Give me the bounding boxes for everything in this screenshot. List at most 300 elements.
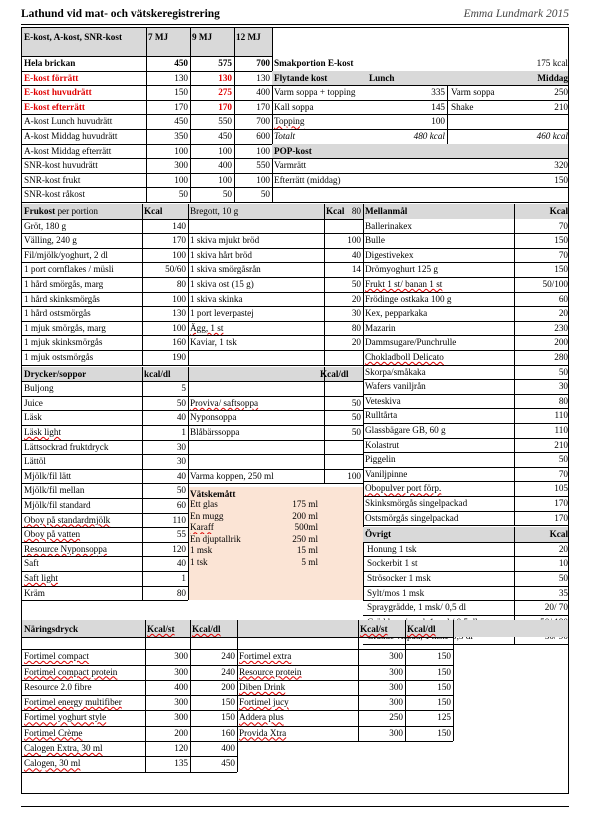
energy-value: 100 xyxy=(256,145,270,156)
grid-line xyxy=(324,367,325,484)
ovrigt-kcal-header: Kcal xyxy=(549,529,568,540)
naring-kcaldl-2: 125 xyxy=(437,712,451,723)
mellanmal-value: 210 xyxy=(554,439,568,450)
frukost-value: 140 xyxy=(172,220,186,231)
frukost-value-2: 100 xyxy=(347,235,361,246)
drycker-title: Drycker/soppor xyxy=(24,368,87,379)
mellanmal-item: Kex, pepparkaka xyxy=(365,308,428,319)
frukost-value: 170 xyxy=(172,235,186,246)
frukost-item: 1 port cornflakes / müsli xyxy=(24,264,114,275)
frukost-title-suffix: per portion xyxy=(57,206,99,216)
energy-value: 550 xyxy=(218,116,232,127)
dryck-item: Resource Nyponsoppa xyxy=(24,543,107,554)
flytande-item: Varm soppa + topping xyxy=(274,87,356,98)
grid-line xyxy=(22,350,363,351)
dryck-value-2 xyxy=(324,381,363,396)
mellanmal-value: 70 xyxy=(558,249,568,260)
flytande-lunch-value: 145 xyxy=(431,101,445,112)
frukost-value-2: 40 xyxy=(351,249,361,260)
dryck-item-2 xyxy=(188,440,324,455)
energy-header-9mj: 9 MJ xyxy=(192,32,213,42)
flytande-middag-value xyxy=(455,114,569,129)
dryck-value-2: 50 xyxy=(351,427,361,437)
naring-kcaldl: 450 xyxy=(221,758,235,769)
flytande-lunch-header: Lunch xyxy=(369,72,395,83)
frukost-item-2: Bregott, 10 g xyxy=(190,206,239,216)
mellanmal-value: 110 xyxy=(554,410,568,421)
vatskematt-value: 250 ml xyxy=(292,533,318,544)
frukost-value-2: 30 xyxy=(351,308,361,319)
energy-row-label: A-kost Lunch huvudrätt xyxy=(24,116,113,127)
dryck-item: Buljong xyxy=(24,383,54,394)
vatskematt-item: Karaff xyxy=(190,522,214,533)
frukost-item-2: 1 skiva hårt bröd xyxy=(190,249,253,260)
flytande-lunch-value: 100 xyxy=(431,116,445,127)
naring-kcalst: 300 xyxy=(174,666,188,677)
frukost-value: 50/60 xyxy=(165,264,186,275)
grid-line xyxy=(453,620,454,741)
naring-kcalst-2: 300 xyxy=(389,681,403,692)
mellanmal-title: Mellanmål xyxy=(365,206,408,216)
dryck-item: Saft light xyxy=(24,573,58,583)
flytande-middag-value: 250 xyxy=(554,87,568,98)
frukost-item: 1 mjuk skinksmörgås xyxy=(24,337,103,348)
naring-kcaldl-header-2: Kcal/dl xyxy=(407,624,436,635)
dryck-value: 30 xyxy=(176,441,186,452)
frukost-value-2: 14 xyxy=(351,264,361,275)
dryck-value: 55 xyxy=(176,529,186,540)
naring-item-2: Addera plus xyxy=(239,712,284,723)
mellanmal-value: 170 xyxy=(554,498,568,508)
grid-line xyxy=(22,202,569,203)
flytande-middag-item: Shake xyxy=(451,101,474,112)
energy-value: 170 xyxy=(174,101,188,112)
naring-kcalst: 300 xyxy=(174,651,188,662)
flytande-item: Topping xyxy=(274,116,305,127)
page-header xyxy=(21,8,569,24)
naring-kcalst-header-2: Kcal/st xyxy=(360,624,388,635)
mellanmal-item: Dammsugare/Punchrulle xyxy=(365,337,457,348)
grid-line xyxy=(190,620,191,771)
frukost-item-2: 1 skiva smörgåsrån xyxy=(190,264,261,275)
dryck-item: Juice xyxy=(24,397,43,408)
dryck-value: 5 xyxy=(181,383,186,394)
dryck-value: 40 xyxy=(176,558,186,569)
naring-title: Näringsdryck xyxy=(24,624,79,635)
frukost-value-2: 80 xyxy=(351,322,361,333)
frukost-item: Välling, 240 g xyxy=(24,235,77,246)
frukost-item: 1 hård smörgås, marg xyxy=(24,279,104,289)
energy-value: 700 xyxy=(256,116,270,127)
drycker-kcaldl-header-2: Kcal/dl xyxy=(320,368,349,379)
energy-row-label: A-kost Middag huvudrätt xyxy=(24,131,118,141)
grid-line xyxy=(363,644,569,645)
mellanmal-item: Wafers vaniljrån xyxy=(365,381,426,392)
naring-item: Fortimel compact protein xyxy=(24,666,118,677)
energy-value: 450 xyxy=(218,131,232,141)
vatskematt-value: 175 ml xyxy=(292,499,318,510)
mellanmal-item: Obopulver port förp. xyxy=(365,483,442,494)
dryck-value-2: 50 xyxy=(351,397,361,408)
energy-row-label: E-kost efterrätt xyxy=(24,101,85,112)
mellanmal-value: 20 xyxy=(558,308,568,319)
dryck-value: 50 xyxy=(176,397,186,408)
naring-kcaldl: 240 xyxy=(221,666,235,677)
vatskematt-value: 15 ml xyxy=(296,545,318,556)
header-divider xyxy=(21,24,569,25)
grid-line xyxy=(447,85,448,143)
grid-line xyxy=(22,277,363,278)
frukost-kcal-header: Kcal xyxy=(144,206,163,216)
grid-line xyxy=(324,204,325,365)
energy-row-label: SNR-kost råkost xyxy=(24,189,85,200)
energy-value: 600 xyxy=(256,131,270,141)
dryck-value: 80 xyxy=(176,587,186,598)
vatskematt-item: 1 msk xyxy=(190,545,213,556)
energy-value: 100 xyxy=(218,145,232,156)
mellanmal-value: 60 xyxy=(558,293,568,304)
mellanmal-value: 105 xyxy=(554,483,568,494)
grid-line xyxy=(146,28,147,202)
naring-kcalst-2: 300 xyxy=(389,666,403,677)
energy-value: 150 xyxy=(174,87,188,98)
mellanmal-value: 110 xyxy=(554,425,568,435)
flytande-title: Flytande kost xyxy=(274,72,328,83)
frukost-item-2: Ägg, 1 st xyxy=(190,322,224,333)
naring-kcaldl: 150 xyxy=(221,697,235,708)
mellanmal-value: 280 xyxy=(554,352,568,362)
naring-kcalst: 400 xyxy=(174,681,188,692)
dryck-item: Mjölk/fil standard xyxy=(24,500,91,510)
frukost-item-2: 1 skiva skinka xyxy=(190,293,243,304)
naring-item-2: Provida Xtra xyxy=(239,727,287,738)
grid-line xyxy=(22,321,363,322)
energy-value: 170 xyxy=(256,101,270,112)
pop-value: 320 xyxy=(554,160,568,171)
grid-line xyxy=(363,367,364,601)
mellanmal-item: Digestivekex xyxy=(365,249,414,260)
mellanmal-item: Ostsmörgås singelpackad xyxy=(365,512,459,523)
energy-value: 170 xyxy=(218,101,232,112)
ovrigt-value: 20/ 70 xyxy=(544,602,568,613)
naring-item: Resource 2.0 fibre xyxy=(24,681,92,692)
energy-value: 130 xyxy=(174,72,188,83)
mellanmal-value: 150 xyxy=(554,264,568,275)
mellanmal-item: Frödinge ostkaka 100 g xyxy=(365,293,452,304)
grid-line xyxy=(22,365,363,366)
mellanmal-value: 170 xyxy=(554,512,568,523)
dryck-value-2: 100 xyxy=(347,470,361,481)
naring-item: Fortimel energy multifiber xyxy=(24,697,122,708)
pop-item: Varmrätt xyxy=(274,160,307,171)
vatskematt-item: 1 tsk xyxy=(190,556,208,567)
naring-kcaldl-2: 150 xyxy=(437,681,451,692)
grid-line xyxy=(142,204,143,365)
energy-value: 550 xyxy=(256,160,270,171)
dryck-value: 30 xyxy=(176,456,186,467)
energy-value: 400 xyxy=(218,160,232,171)
dryck-value-2 xyxy=(324,440,363,455)
page-title: Lathund vid mat- och vätskeregistrering xyxy=(21,8,220,20)
energy-row-label: A-kost Middag efterrätt xyxy=(24,145,112,156)
dryck-item: Oboy på vatten xyxy=(24,529,81,540)
energy-value: 300 xyxy=(174,160,188,171)
mellanmal-value: 70 xyxy=(558,220,568,231)
naring-kcaldl-2: 150 xyxy=(437,666,451,677)
dryck-value: 1 xyxy=(181,573,186,583)
flytande-lunch-value: 335 xyxy=(431,87,445,98)
energy-value: 100 xyxy=(218,174,232,185)
ovrigt-value: 20 xyxy=(558,543,568,554)
grid-line xyxy=(22,381,363,382)
grid-line xyxy=(22,306,363,307)
grid-line xyxy=(22,772,237,773)
grid-line xyxy=(272,187,569,188)
vatskematt-value: 200 ml xyxy=(292,510,318,521)
mellanmal-item: Ballerinakex xyxy=(365,220,412,231)
dryck-item-2: Varma koppen, 250 ml xyxy=(190,470,274,481)
vatskematt-item: Ett glas xyxy=(190,499,218,510)
energy-value: 575 xyxy=(218,58,232,68)
naring-item: Fortimel compact xyxy=(24,651,90,662)
grid-line xyxy=(22,233,363,234)
naring-kcalst-header: Kcal/st xyxy=(147,624,175,635)
frukost-item: 1 mjuk smörgås, marg xyxy=(24,322,106,333)
mellanmal-value: 50 xyxy=(558,366,568,377)
naring-kcalst-2: 250 xyxy=(389,712,403,723)
energy-value: 450 xyxy=(174,58,188,68)
grid-line xyxy=(237,741,453,742)
mellanmal-item: Skorpa/småkaka xyxy=(365,366,426,377)
dryck-item: Lättöl xyxy=(24,456,46,467)
grid-line xyxy=(405,620,406,741)
flytande-middag-value: 210 xyxy=(554,101,568,112)
grid-line xyxy=(22,262,363,263)
naring-kcalst: 300 xyxy=(174,712,188,723)
frukost-value: 100 xyxy=(172,322,186,333)
dryck-value: 1 xyxy=(181,427,186,437)
pop-title: POP-kost xyxy=(274,145,312,156)
mellanmal-item: Veteskiva xyxy=(365,395,401,406)
dryck-value: 40 xyxy=(176,412,186,423)
vatskematt-value: 500ml xyxy=(294,522,318,533)
grid-line xyxy=(188,204,189,365)
dryck-value: 120 xyxy=(172,543,186,554)
energy-row-label: SNR-kost huvudrätt xyxy=(24,160,98,171)
energy-value: 50 xyxy=(222,189,232,200)
naring-kcalst: 135 xyxy=(174,758,188,769)
ovrigt-value: 50 xyxy=(558,573,568,583)
naring-item: Calogen Extra, 30 ml xyxy=(24,743,103,753)
frukost-title xyxy=(22,204,142,219)
frukost-item-2: 1 skiva ost (15 g) xyxy=(190,279,254,289)
flytande-middag-item: Varm soppa xyxy=(451,87,495,98)
ovrigt-title: Övrigt xyxy=(365,529,392,540)
grid-line xyxy=(514,204,515,525)
dryck-item: Mjölk/fil mellan xyxy=(24,485,85,496)
naring-item: Calogen, 30 ml xyxy=(24,758,81,769)
energy-row-label: Hela brickan xyxy=(24,58,76,68)
energy-header-7mj: 7 MJ xyxy=(148,32,169,42)
author-credit: Emma Lundmark 2015 xyxy=(463,8,569,20)
dryck-value: 40 xyxy=(176,470,186,481)
naring-kcaldl-2: 150 xyxy=(437,651,451,662)
vatskematt-value: 5 ml xyxy=(301,556,318,567)
naring-item: Fortimel yoghurt style xyxy=(24,712,107,723)
ovrigt-item: Honung 1 tsk xyxy=(367,543,417,554)
dryck-item: Läsk xyxy=(24,412,42,423)
energy-value: 450 xyxy=(174,116,188,127)
flytande-lunch-value: 480 kcal xyxy=(413,131,445,141)
energy-value: 100 xyxy=(174,174,188,185)
mellanmal-item: Frukt 1 st/ banan 1 st xyxy=(365,279,443,289)
flytande-middag-value: 460 kcal xyxy=(536,131,568,141)
dryck-item: Lättsockrad fruktdryck xyxy=(24,441,109,452)
frukost-kcal-header-2: Kcal xyxy=(326,206,345,216)
mellanmal-value: 230 xyxy=(554,322,568,333)
naring-kcalst-2: 300 xyxy=(389,697,403,708)
energy-row-label: E-kost förrätt xyxy=(24,72,79,83)
mellanmal-value: 50/100 xyxy=(542,279,568,289)
ovrigt-item: Spraygrädde, 1 msk/ 0,5 dl xyxy=(367,602,467,613)
grid-line xyxy=(22,335,363,336)
energy-header-12mj: 12 MJ xyxy=(236,32,261,42)
footer-divider xyxy=(21,806,569,807)
dryck-item: Läsk light xyxy=(24,427,62,437)
dryck-item-2 xyxy=(188,454,324,469)
energy-value: 50 xyxy=(178,189,188,200)
grid-line xyxy=(22,219,363,220)
naring-kcalst-2: 300 xyxy=(389,651,403,662)
drycker-kcaldl-header: kcal/dl xyxy=(144,368,171,379)
frukost-value: 130 xyxy=(172,308,186,319)
grid-line xyxy=(22,600,188,601)
naring-kcalst: 200 xyxy=(174,727,188,738)
mellanmal-item: Piggelin xyxy=(365,454,396,465)
grid-line xyxy=(363,542,569,543)
frukost-value: 80 xyxy=(176,279,186,289)
dryck-item-2: Proviva/ saftsoppa xyxy=(190,397,259,408)
mellanmal-item: Drömyoghurt 125 g xyxy=(365,264,438,275)
frukost-item-2: Kaviar, 1 tsk xyxy=(190,337,237,348)
grid-line xyxy=(363,525,569,526)
frukost-value: 160 xyxy=(172,337,186,348)
mellanmal-item: Chokladboll Delicato xyxy=(365,352,444,362)
vatskematt-item: En djuptallrik xyxy=(190,533,241,544)
frukost-value-2: 50 xyxy=(351,279,361,289)
naring-kcaldl: 160 xyxy=(221,727,235,738)
naring-item-2: Resource protein xyxy=(239,666,302,677)
vatskematt-title: Vätskemått xyxy=(190,489,236,500)
naring-kcaldl: 200 xyxy=(221,681,235,692)
frukost-item-2: 1 skiva mjukt bröd xyxy=(190,235,260,246)
flytande-item: Totalt xyxy=(274,131,296,141)
pop-value: 150 xyxy=(554,174,568,185)
smakportion-value: 175 kcal xyxy=(536,58,568,68)
dryck-value: 50 xyxy=(176,485,186,496)
energy-value: 350 xyxy=(174,131,188,141)
naring-kcaldl-2: 150 xyxy=(437,697,451,708)
naring-kcaldl-2: 150 xyxy=(437,727,451,738)
frukost-value: 100 xyxy=(172,293,186,304)
naring-item: Fortimel Crème xyxy=(24,727,83,738)
grid-line xyxy=(22,248,363,249)
dryck-item-2: Blåbärssoppa xyxy=(190,427,240,437)
dryck-value-2 xyxy=(324,454,363,469)
energy-value: 275 xyxy=(218,87,232,98)
frukost-item: 1 hård ostsmörgås xyxy=(24,308,91,319)
energy-row-label: SNR-kost frukt xyxy=(24,174,81,185)
frukost-value-2: 80 xyxy=(351,206,361,216)
energy-value: 50 xyxy=(260,189,270,200)
smakportion-label: Smakportion E-kost xyxy=(274,58,354,68)
flytande-item: Kall soppa xyxy=(274,101,314,112)
dryck-item-2 xyxy=(188,381,324,396)
mellanmal-value: 80 xyxy=(558,395,568,406)
energy-value: 700 xyxy=(256,58,270,68)
mellanmal-item: Bulle xyxy=(365,235,385,246)
mellanmal-item: Skinksmörgås singelpackad xyxy=(365,498,468,508)
frukost-title-text: Frukost xyxy=(24,206,56,216)
frukost-item: 1 mjuk ostsmörgås xyxy=(24,352,94,362)
frukost-item: 1 hård skinksmörgås xyxy=(24,293,100,304)
energy-value: 100 xyxy=(256,174,270,185)
lathund-table xyxy=(21,27,569,794)
grid-line xyxy=(237,620,238,771)
naring-item-2: Diben Drink xyxy=(239,681,286,692)
naring-kcaldl: 400 xyxy=(221,743,235,753)
vatskematt-item: En mugg xyxy=(190,510,224,521)
mellanmal-item: Kolastrut xyxy=(365,439,400,450)
ovrigt-item: Sockerbit 1 st xyxy=(367,558,418,569)
naring-kcaldl-header: Kcal/dl xyxy=(192,624,221,635)
dryck-value: 60 xyxy=(176,500,186,510)
frukost-value-2 xyxy=(324,219,363,234)
mellanmal-value: 30 xyxy=(558,381,568,392)
energy-header-label: E-kost, A-kost, SNR-kost xyxy=(24,32,123,42)
mellanmal-value: 50 xyxy=(558,454,568,465)
energy-value: 130 xyxy=(256,72,270,83)
flytande-middag-header: Middag xyxy=(537,72,568,83)
pop-item: Efterrätt (middag) xyxy=(274,174,341,185)
naring-item-2: Fortimel jucy xyxy=(239,697,289,708)
naring-kcaldl: 240 xyxy=(221,651,235,662)
ovrigt-value: 35 xyxy=(558,587,568,598)
dryck-item: Saft xyxy=(24,558,39,569)
frukost-value-2: 20 xyxy=(351,337,361,348)
energy-value: 100 xyxy=(174,145,188,156)
mellanmal-kcal-header: Kcal xyxy=(549,206,568,216)
grid-line xyxy=(188,483,363,484)
dryck-value: 110 xyxy=(172,514,186,525)
frukost-item-2 xyxy=(188,219,324,234)
dryck-item: Kräm xyxy=(24,587,45,598)
dryck-item: Mjölk/fil lätt xyxy=(24,470,72,481)
mellanmal-value: 200 xyxy=(554,337,568,348)
grid-line xyxy=(22,292,363,293)
grid-line xyxy=(145,620,146,771)
dryck-item: Oboy på standardmjölk xyxy=(24,514,111,525)
frukost-value: 100 xyxy=(172,249,186,260)
frukost-value: 190 xyxy=(172,352,186,362)
frukost-item: Gröt, 180 g xyxy=(24,220,67,231)
ovrigt-item: Strösocker 1 msk xyxy=(367,573,431,583)
mellanmal-item: Vaniljpinne xyxy=(365,468,408,479)
grid-line xyxy=(142,367,143,601)
frukost-item-2: 1 port leverpastej xyxy=(190,308,254,319)
grid-line xyxy=(190,28,191,202)
grid-line xyxy=(358,620,359,741)
